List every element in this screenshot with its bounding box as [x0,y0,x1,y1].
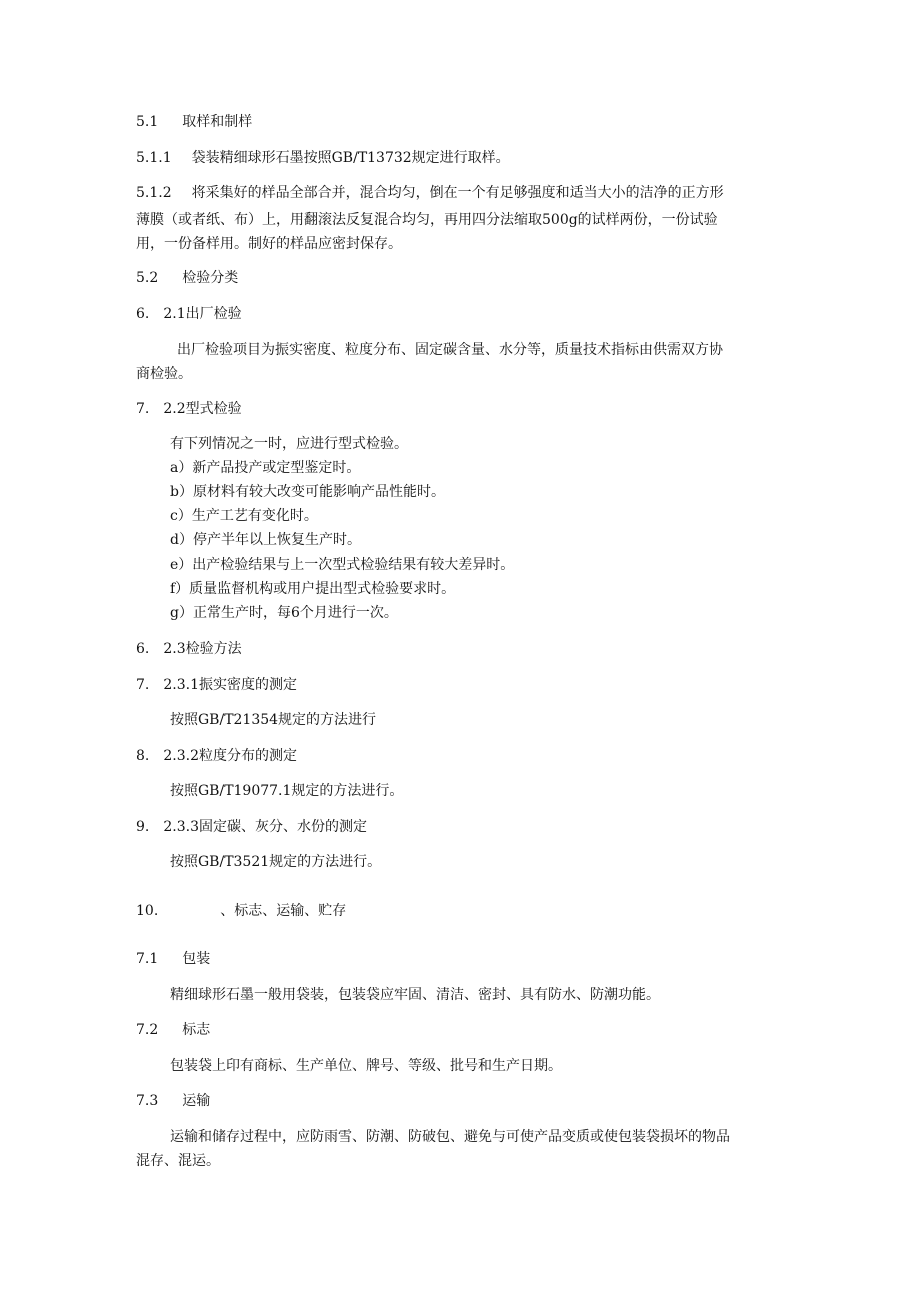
list-number: 7. [136,677,150,693]
paragraph-line: 按照GB/T21354规定的方法进行 [170,712,377,728]
section-title: 标志 [182,1022,211,1038]
section-number: 5.2 [136,270,159,286]
heading-2-3-1 [136,675,297,695]
section-title: 2.1出厂检验 [163,306,242,322]
paragraph-line: 包装袋上印有商标、生产单位、牌号、等级、批号和生产日期。 [170,1058,562,1074]
section-title: 运输 [182,1093,211,1109]
section-title: 2.3.2粒度分布的测定 [163,748,297,764]
heading-2-3-3 [136,817,367,837]
list-item: d）停产半年以上恢复生产时。 [170,532,361,548]
section-number: 5.1 [136,114,159,130]
section-title: 、标志、运输、贮存 [220,903,347,919]
clause-text-line: 将采集好的样品全部合并，混合均匀，倒在一个有足够强度和适当大小的洁净的正方形 [191,185,724,201]
paragraph-line: 混存、混运。 [136,1153,220,1169]
section-title: 2.3.3固定碳、灰分、水份的测定 [163,819,367,835]
clause-text-line: 薄膜（或者纸、布）上，用翻滚法反复混合均匀，再用四分法缩取500g的试样两份，一份试验 [136,212,718,228]
heading-10 [136,901,346,921]
paragraph-line: 商检验。 [136,366,192,382]
section-number: 5.1.2 [136,185,172,201]
paragraph-line: 运输和储存过程中，应防雨雪、防潮、防破包、避免与可使产品变质或使包装袋损坏的物品 [170,1129,730,1145]
paragraph-intro: 有下列情况之一时，应进行型式检验。 [170,436,408,452]
heading-7-2 [136,1020,210,1040]
section-title: 包装 [182,951,211,967]
heading-2-1 [136,304,242,324]
list-item: b）原材料有较大改变可能影响产品性能时。 [170,484,445,500]
heading-7-3 [136,1091,210,1111]
section-number: 5.1.1 [136,150,172,166]
list-number: 6. [136,306,150,322]
list-number: 9. [136,819,150,835]
clause-text: 袋装精细球形石墨按照GB/T13732规定进行取样。 [191,150,510,166]
heading-5-2 [136,268,238,288]
list-number: 6. [136,641,150,657]
paragraph-line: 按照GB/T19077.1规定的方法进行。 [170,783,404,799]
section-title: 2.3检验方法 [163,641,242,657]
heading-2-3-2 [136,746,297,766]
clause-text-line: 用，一份备样用。制好的样品应密封保存。 [136,236,402,252]
heading-5-1 [136,112,252,132]
heading-2-3 [136,639,242,659]
heading-7-1 [136,949,210,969]
list-item: g）正常生产时，每6个月进行一次。 [170,605,398,621]
list-number: 10. [136,903,159,919]
paragraph-line: 精细球形石墨一般用袋装，包装袋应牢固、清洁、密封、具有防水、防潮功能。 [170,987,660,1003]
section-title: 2.2型式检验 [163,401,242,417]
heading-2-2 [136,399,242,419]
list-number: 7. [136,401,150,417]
list-item: c）生产工艺有变化时。 [170,508,318,524]
section-number: 7.2 [136,1022,159,1038]
paragraph-line: 按照GB/T3521规定的方法进行。 [170,854,382,870]
section-number: 7.3 [136,1093,159,1109]
list-item: e）出产检验结果与上一次型式检验结果有较大差异时。 [170,557,515,573]
clause-5-1-2 [136,183,724,203]
list-item: f）质量监督机构或用户提出型式检验要求时。 [170,581,456,597]
list-item: a）新产品投产或定型鉴定时。 [170,460,361,476]
section-title: 取样和制样 [182,114,253,130]
section-title: 检验分类 [182,270,239,286]
section-title: 2.3.1振实密度的测定 [163,677,297,693]
clause-5-1-1 [136,148,510,168]
list-number: 8. [136,748,150,764]
section-number: 7.1 [136,951,159,967]
paragraph-line: 出厂检验项目为振实密度、粒度分布、固定碳含量、水分等，质量技术指标由供需双方协 [177,342,723,358]
